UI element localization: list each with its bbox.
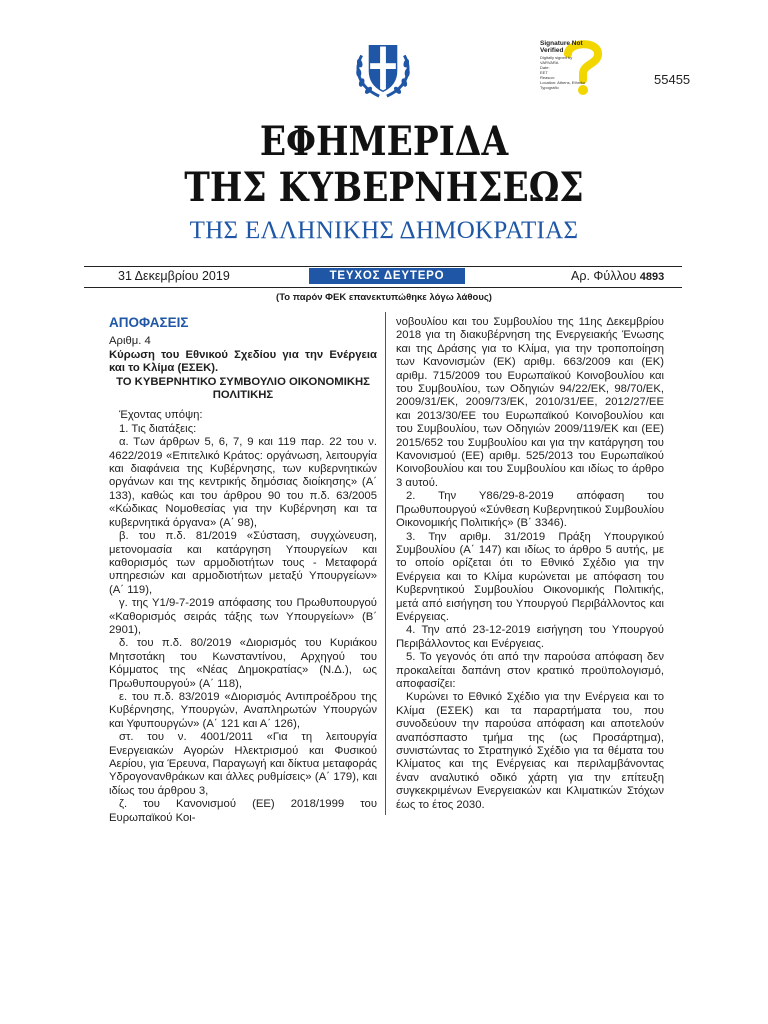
signature-line: Typografio bbox=[540, 85, 559, 90]
signature-line: EET bbox=[540, 70, 548, 75]
signature-line: Digitally signed by bbox=[540, 55, 573, 60]
section-heading: ΑΠΟΦΑΣΕΙΣ bbox=[109, 315, 189, 330]
reprint-notice: (Το παρόν ΦΕΚ επανεκτυπώθηκε λόγω λάθους) bbox=[276, 292, 492, 303]
sheet-number-value: 4893 bbox=[639, 271, 665, 283]
body-paragraph: ζ. του Κανονισμού (ΕΕ) 2018/1999 του Ευρωπαϊκού Κοι- bbox=[109, 798, 377, 824]
header-rule-bottom bbox=[84, 287, 682, 288]
body-paragraph: στ. του ν. 4001/2011 «Για τη λειτουργία Ενεργειακών Αγορών Ηλεκτρισμού και Φυσικού Αερίου, για Έρευνα, Παραγωγή και δίκτυα μεταφοράς Υδρογονανθράκων και άλλες ρυθμίσεις» (Α΄ 179), και ιδίως του άρθρου 3, bbox=[109, 731, 377, 797]
decision-number: Αριθμ. 4 bbox=[109, 335, 151, 348]
greek-coat-of-arms-icon bbox=[352, 38, 414, 100]
sheet-label: Αρ. Φύλλου bbox=[571, 269, 637, 283]
decision-title: Κύρωση του Εθνικού Σχεδίου για την Ενέργεια και το Κλίμα (ΕΣΕΚ). bbox=[109, 348, 377, 375]
gazette-title-line2: ΤΗΣ ΚΥΒΕΡΝΗΣΕΩΣ bbox=[184, 164, 584, 211]
gazette-subtitle: ΤΗΣ ΕΛΛΗΝΙΚΗΣ ΔΗΜΟΚΡΑΤΙΑΣ bbox=[189, 217, 579, 244]
issue-date: 31 Δεκεμβρίου 2019 bbox=[118, 269, 230, 283]
body-paragraph: α. Των άρθρων 5, 6, 7, 9 και 119 παρ. 22 του ν. 4622/2019 «Επιτελικό Κράτος: οργάνωση, λειτουργία και διαφάνεια της Κυβέρνησης, των κυβερνητικών οργάνων και της κεντρικής δημόσιας διοίκησης» (Α΄ 133), καθώς και του άρθρου 90 του π.δ. 63/2005 «Κώδικας Νομοθεσίας για την Κυβέρνηση και τα κυβερνητικά όργανα» (Α΄ 98), bbox=[109, 436, 377, 529]
body-paragraph: Κυρώνει το Εθνικό Σχέδιο για την Ενέργεια και το Κλίμα (ΕΣΕΚ) και τα παραρτήματα του, που συνοδεύουν την παρούσα απόφαση και αποτελούν αναπόσπαστο τμήμα της (ως Προσάρτημα), συνιστώντας το Στρατηγικό Σχέδιο για τα θέματα του Κλίματος και της Ενέργειας και περιλαμβάνοντας έναν αναλυτικό οδικό χάρτη για την επίτευξη συγκεκριμένων Ενεργειακών και Κλιματικών Στόχων έως το έτος 2030. bbox=[396, 691, 664, 811]
gazette-title-line1: ΕΦΗΜΕΡΙΔΑ bbox=[259, 118, 509, 165]
body-paragraph: γ. της Υ1/9-7-2019 απόφασης του Πρωθυπουργού «Καθορισμός σειράς τάξης των Υπουργείων» (Β΄ 2901), bbox=[109, 597, 377, 636]
body-paragraph: 5. Το γεγονός ότι από την παρούσα απόφαση δεν προκαλείται δαπάνη στον κρατικό προϋπολογισμό, αποφασίζει: bbox=[396, 651, 664, 690]
body-paragraph: 2. Την Υ86/29-8-2019 απόφαση του Πρωθυπουργού «Σύνθεση Κυβερνητικού Συμβουλίου Οικονομικής Πολιτικής» (Β΄ 3346). bbox=[396, 490, 664, 530]
signature-status: Signature Not Verified bbox=[540, 40, 583, 54]
left-column bbox=[109, 316, 377, 825]
digital-signature-stamp bbox=[540, 40, 620, 100]
issue-type-badge: ΤΕΥΧΟΣ ΔΕΥΤΕΡΟ bbox=[309, 268, 465, 284]
signature-line: Location: Athens, Ethniko bbox=[540, 80, 586, 85]
sheet-number bbox=[571, 269, 664, 283]
body-paragraph: δ. του π.δ. 80/2019 «Διορισμός του Κυριάκου Μητσοτάκη του Κωνσταντίνου, Αρχηγού του Κόμματος της «Νέας Δημοκρατίας» (Ν.Δ.), ως Πρωθυπουργού» (Α΄ 118), bbox=[109, 637, 377, 690]
body-paragraph: Έχοντας υπόψη: bbox=[119, 409, 203, 422]
issue-number: 55455 bbox=[654, 72, 691, 87]
column-divider bbox=[385, 312, 386, 815]
right-column bbox=[396, 316, 664, 812]
signature-line: Date: bbox=[540, 65, 550, 70]
signature-line: VARVARA bbox=[540, 60, 559, 65]
body-paragraph: ε. του π.δ. 83/2019 «Διορισμός Αντιπροέδρου της Κυβέρνησης, Υπουργών, Αναπληρωτών Υπουργών και Υφυπουργών» (Α΄ 121 και Α΄ 126), bbox=[109, 690, 377, 730]
body-paragraph: β. του π.δ. 81/2019 «Σύσταση, συγχώνευση, μετονομασία και κατάργηση Υπουργείων και καθορισμός των αρμοδιοτήτων τους - Μεταφορά υπηρεσιών και αρμοδιοτήτων μεταξύ Υπουργείων» (Α΄ 119), bbox=[109, 530, 377, 596]
header-rule-top bbox=[84, 266, 682, 267]
council-heading: ΤΟ ΚΥΒΕΡΝΗΤΙΚΟ ΣΥΜΒΟΥΛΙΟ ΟΙΚΟΝΟΜΙΚΗΣ ΠΟΛΙΤΙΚΗΣ bbox=[116, 375, 370, 402]
signature-details bbox=[540, 55, 602, 90]
body-paragraph: νοβουλίου και του Συμβουλίου της 11ης Δεκεμβρίου 2018 για τη διακυβέρνηση της Ενεργειακής Ένωσης και της Δράσης για το Κλίμα, για την τροποποίηση των Κανονισμών (ΕΚ) αριθμ. 663/2009 και (ΕΚ) αριθμ. 715/2009 του Ευρωπαϊκού Κοινοβουλίου και του Συμβουλίου, των Οδηγιών 94/22/ΕΚ, 98/70/ΕΚ, 2009/31/ΕΚ, 2009/73/ΕΚ, 2010/31/ΕΕ, 2012/27/ΕΕ και 2013/30/ΕΕ του Ευρωπαϊκού Κοινοβουλίου και του Συμβουλίου, των Οδηγιών 2009/119/ΕΚ και (ΕΕ) 2015/652 του Συμβουλίου και για την κατάργηση του Κανονισμού (ΕΕ) αριθμ. 525/2013 του Ευρωπαϊκού Κοινοβουλίου και του Συμβουλίου και ιδίως το άρθρο 3 αυτού. bbox=[396, 316, 664, 489]
body-paragraph: 4. Την από 23-12-2019 εισήγηση του Υπουργού Περιβάλλοντος και Ενέργειας. bbox=[396, 624, 664, 650]
signature-line: Reason: bbox=[540, 75, 555, 80]
body-paragraph: 3. Την αριθμ. 31/2019 Πράξη Υπουργικού Συμβουλίου (Α΄ 147) και ιδίως το άρθρο 5 αυτής, με το οποίο ορίζεται ότι το Εθνικό Σχέδιο για την Ενέργεια και το Κλίμα κυρώνεται με απόφαση του Κυβερνητικού Συμβουλίου Οικονομικής Πολιτικής, μετά από εισήγηση του Υπουργού Περιβάλλοντος και Ενέργειας. bbox=[396, 530, 664, 623]
body-paragraph: 1. Τις διατάξεις: bbox=[119, 422, 197, 435]
